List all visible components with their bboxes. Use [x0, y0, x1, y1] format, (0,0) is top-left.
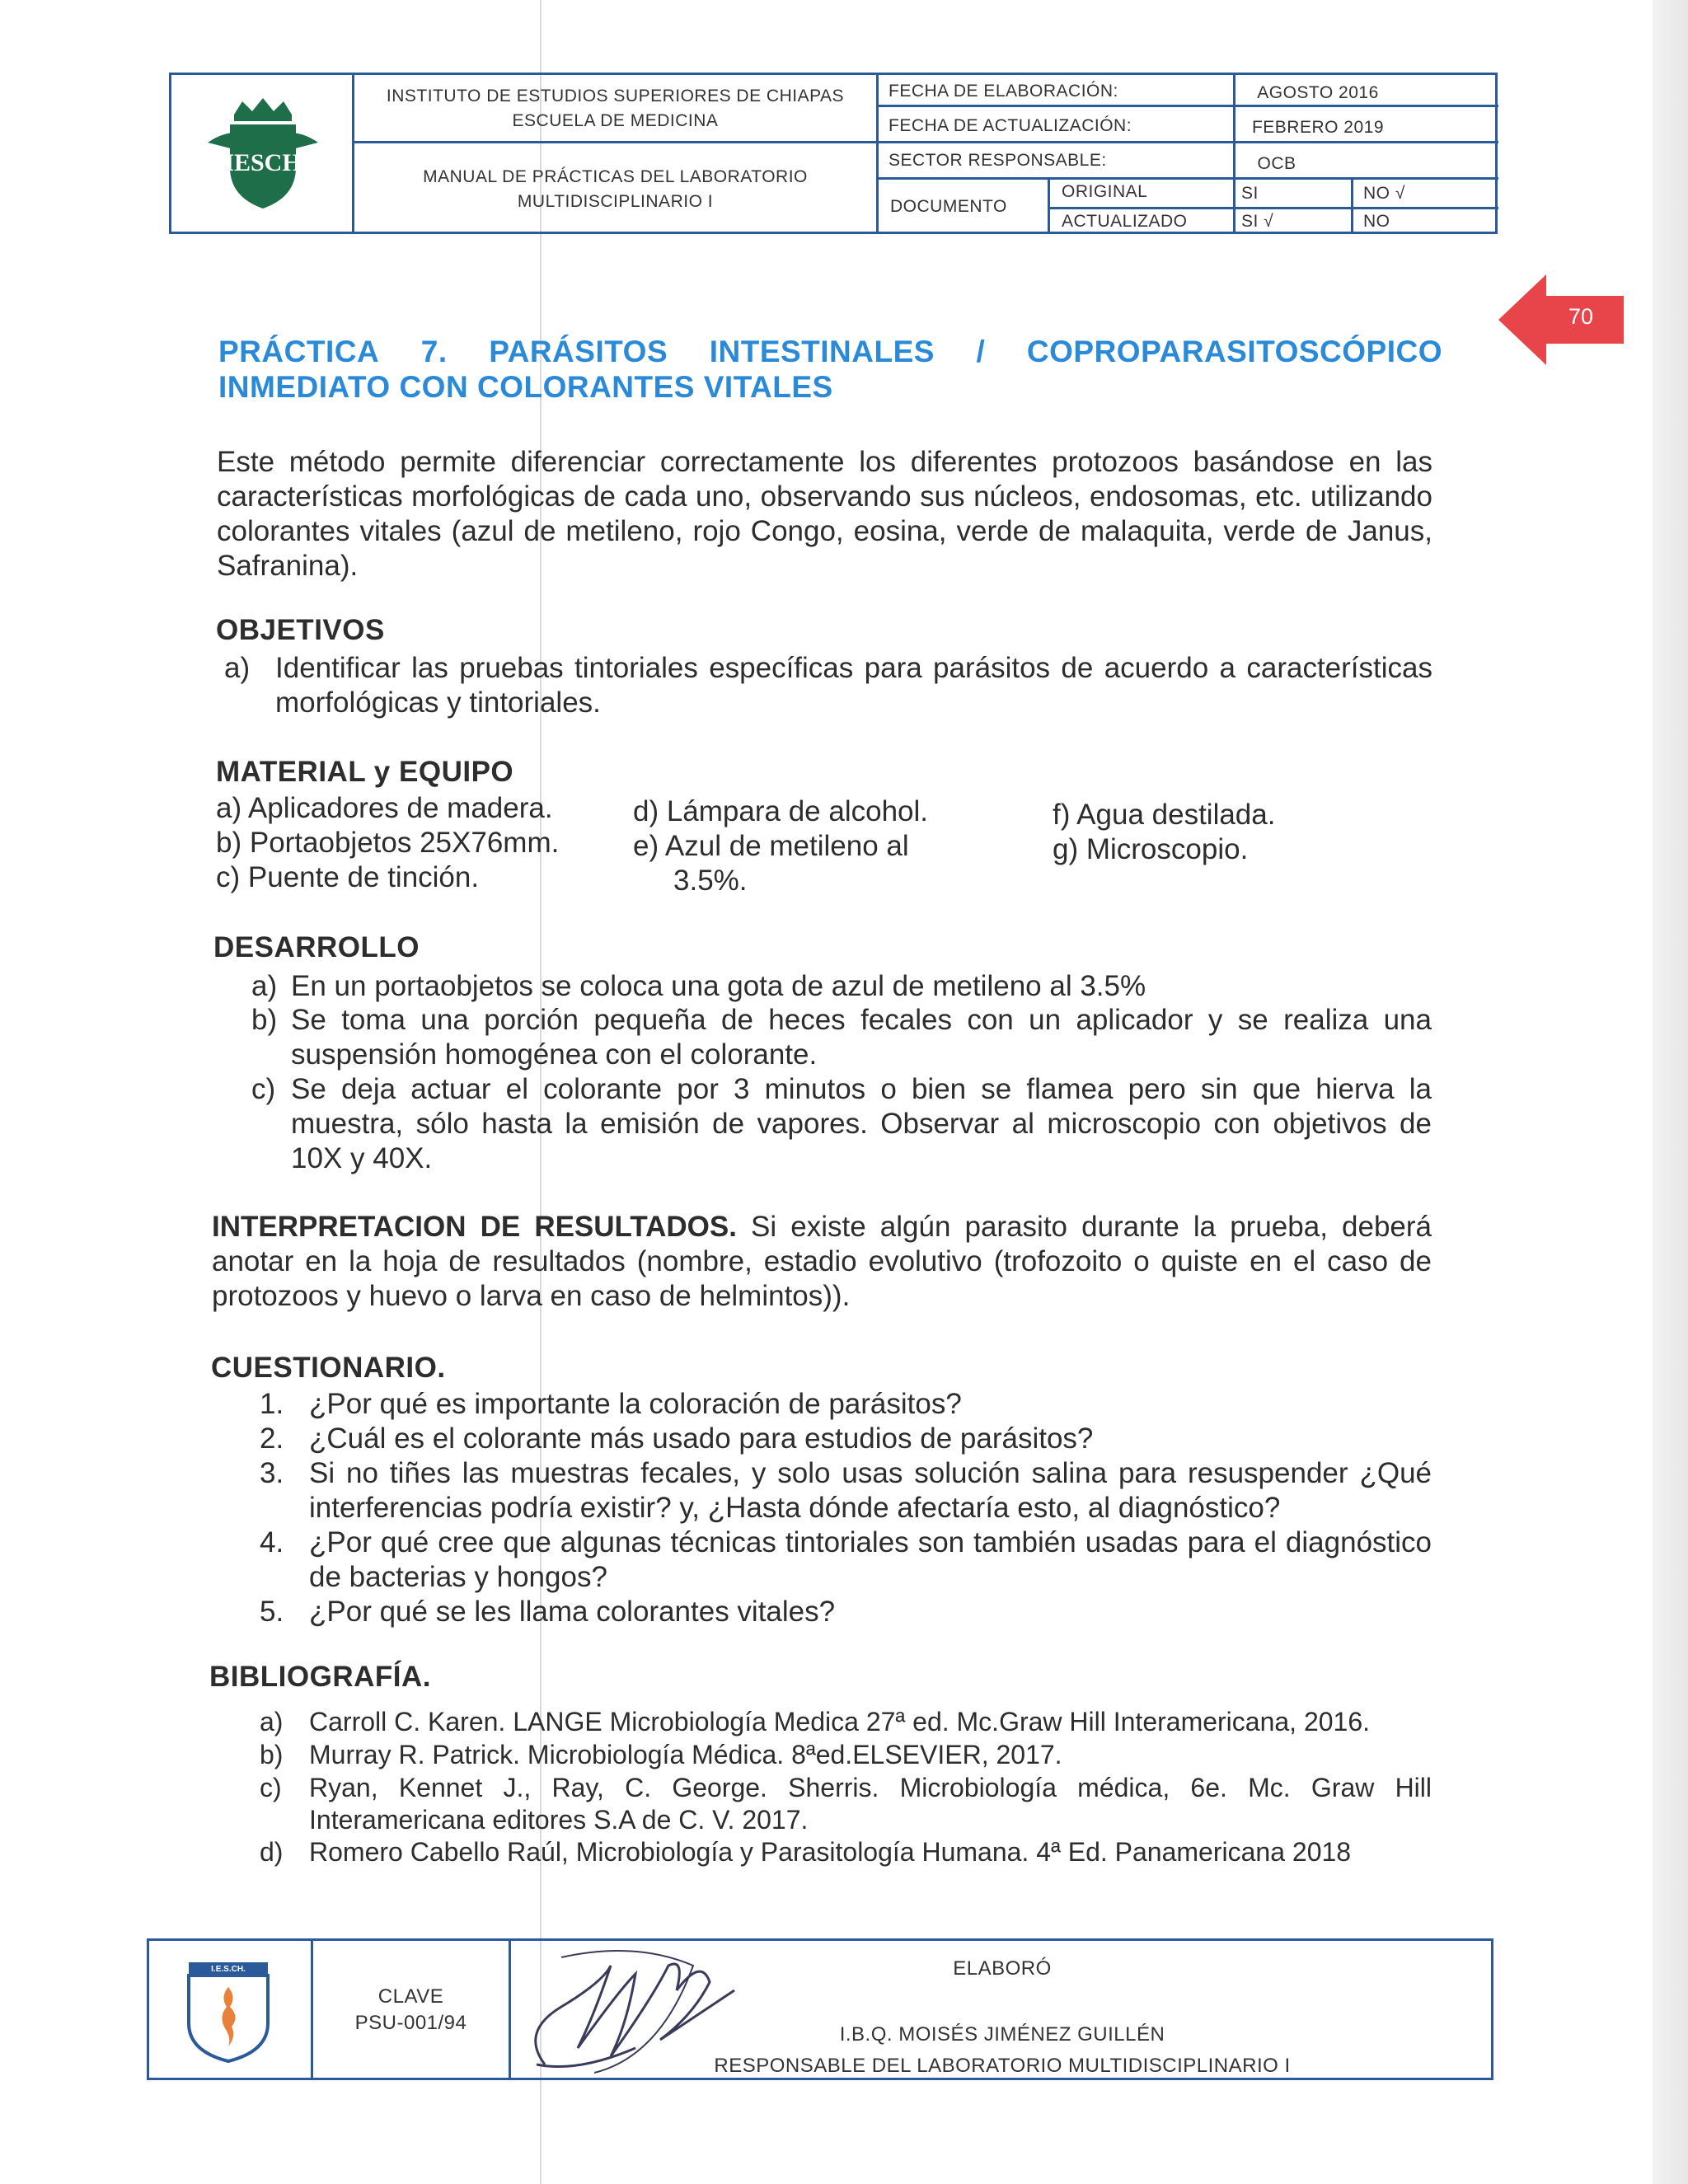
- desarrollo-item-label: a): [251, 970, 278, 1002]
- material-item: b) Portaobjetos 25X76mm.: [216, 827, 560, 859]
- bibliografia-item-text: Romero Cabello Raúl, Microbiología y Parasitología Humana. 4ª Ed. Panamericana 2018: [309, 1837, 1352, 1867]
- bibliografia-item: [260, 1836, 1432, 1868]
- desarrollo-item-text: En un portaobjetos se coloca una gota de azul de metileno al 3.5%: [291, 970, 1146, 1002]
- clave-label: CLAVE: [377, 1985, 444, 2008]
- svg-text:IESCH: IESCH: [224, 149, 302, 176]
- clave-value: PSU-001/94: [354, 2012, 467, 2034]
- desarrollo-item-label: c): [251, 1073, 276, 1105]
- school-name: ESCUELA DE MEDICINA: [512, 111, 719, 130]
- institute-name: INSTITUTO DE ESTUDIOS SUPERIORES DE CHIAPAS: [386, 87, 845, 105]
- bibliografia-heading: BIBLIOGRAFÍA.: [209, 1661, 431, 1693]
- desarrollo-item: [251, 1003, 1432, 1072]
- bibliografia-item-label: c): [260, 1773, 282, 1802]
- desarrollo-item-text: Se deja actuar el colorante por 3 minutos o bien se flamea pero sin que hierva la muestra, sólo hasta la emisión de vapores. Observar al microscopio con objetivos de 10X y 40X.: [291, 1073, 1432, 1174]
- practice-title-word: PRÁCTICA: [218, 335, 380, 368]
- objetivo-item: [224, 651, 1432, 720]
- cuestionario-item: [260, 1595, 1432, 1629]
- practice-title-word: COPROPARASITOSCÓPICO: [1026, 335, 1442, 368]
- objetivo-item-text: Identificar las pruebas tintoriales específicas para parásitos de acuerdo a características morfológicas y tintoriales.: [275, 652, 1432, 719]
- bibliografia-item-label: d): [260, 1837, 284, 1867]
- document-footer-table: [147, 1938, 1493, 2080]
- sector-responsable-label: SECTOR RESPONSABLE:: [889, 151, 1107, 170]
- manual-title-line1: MANUAL DE PRÁCTICAS DEL LABORATORIO: [423, 167, 808, 186]
- cuestionario-item-number: 1.: [260, 1388, 284, 1420]
- material-heading: MATERIAL y EQUIPO: [216, 756, 514, 788]
- material-item: e) Azul de metileno al: [633, 830, 909, 862]
- cuestionario-item-text: ¿Por qué es importante la coloración de parásitos?: [309, 1388, 962, 1420]
- manual-title-line2: MULTIDISCIPLINARIO I: [517, 192, 714, 211]
- cuestionario-item: [260, 1387, 1432, 1422]
- scan-right-edge: [1653, 0, 1688, 2184]
- iesch-logo-icon: [201, 91, 325, 215]
- material-item: f) Agua destilada.: [1053, 799, 1276, 831]
- cuestionario-item-text: ¿Cuál es el colorante más usado para estudios de parásitos?: [309, 1422, 1094, 1455]
- actualizado-no: NO: [1363, 212, 1390, 231]
- svg-text:I.E.S.CH.: I.E.S.CH.: [211, 1965, 246, 1974]
- cuestionario-item-number: 4.: [260, 1526, 284, 1558]
- practice-title-line2: INMEDIATO CON COLORANTES VITALES: [218, 370, 833, 404]
- interpretacion-paragraph: [212, 1210, 1432, 1314]
- material-item: a) Aplicadores de madera.: [216, 792, 553, 824]
- fecha-actualizacion-value: FEBRERO 2019: [1251, 118, 1385, 137]
- cuestionario-item-text: ¿Por qué se les llama colorantes vitales?: [309, 1596, 836, 1628]
- practice-title-line1: [218, 334, 1442, 369]
- fecha-actualizacion-label: FECHA DE ACTUALIZACIÓN:: [889, 116, 1132, 135]
- bibliografia-item: [260, 1739, 1432, 1771]
- desarrollo-heading: DESARROLLO: [213, 931, 420, 963]
- desarrollo-item-text: Se toma una porción pequeña de heces fecales con un aplicador y se realiza una suspensión homogénea con el colorante.: [291, 1004, 1432, 1071]
- material-item-continuation: 3.5%.: [673, 865, 748, 897]
- bibliografia-item-label: a): [260, 1707, 284, 1736]
- objetivos-heading: OBJETIVOS: [216, 614, 385, 646]
- cuestionario-item-number: 2.: [260, 1422, 284, 1455]
- desarrollo-item: [251, 1072, 1432, 1176]
- bibliografia-item-text: Ryan, Kennet J., Ray, C. George. Sherris. Microbiología médica, 6e. Mc. Graw Hill Interamericana editores S.A de C. V. 2017.: [309, 1773, 1432, 1835]
- bibliografia-item-text: Carroll C. Karen. LANGE Microbiología Medica 27ª ed. Mc.Graw Hill Interamericana, 2016.: [309, 1707, 1371, 1736]
- actualizado-label: ACTUALIZADO: [1062, 212, 1188, 231]
- material-column-2: [633, 794, 996, 898]
- material-item: c) Puente de tinción.: [216, 861, 480, 893]
- sector-responsable-value: OCB: [1257, 154, 1296, 173]
- cuestionario-heading: CUESTIONARIO.: [211, 1352, 446, 1384]
- desarrollo-item: [251, 969, 1432, 1004]
- interpretacion-text: Si existe algún parasito durante la prueba, deberá anotar en la hoja de resultados (nombre, estadio evolutivo (trofozoito o quiste en el caso de protozoos y huevo o larva en caso de helmintos)).: [212, 1211, 1432, 1312]
- interpretacion-heading: INTERPRETACION DE RESULTADOS.: [212, 1211, 737, 1243]
- elaboro-label: ELABORÓ: [953, 1957, 1052, 1980]
- fecha-elaboracion-label: FECHA DE ELABORACIÓN:: [889, 82, 1118, 101]
- cuestionario-item-text: Si no tiñes las muestras fecales, y solo usas solución salina para resuspender ¿Qué interferencias podría existir? y, ¿Hasta dónde afectaría esto, al diagnóstico?: [309, 1457, 1432, 1524]
- institution-seal: [182, 1959, 274, 2064]
- objetivo-item-label: a): [224, 652, 251, 684]
- bibliografia-item: [260, 1772, 1432, 1836]
- cuestionario-item: [260, 1422, 1432, 1456]
- material-column-1: [216, 791, 595, 895]
- document-header-table: [169, 73, 1498, 234]
- practice-title-word: INTESTINALES: [709, 335, 935, 368]
- original-label: ORIGINAL: [1062, 182, 1148, 201]
- cuestionario-item-number: 3.: [260, 1457, 284, 1489]
- page-number: 70: [1568, 304, 1594, 329]
- responsable-role: RESPONSABLE DEL LABORATORIO MULTIDISCIPLINARIO I: [714, 2055, 1291, 2077]
- cuestionario-item-number: 5.: [260, 1596, 284, 1628]
- material-item: g) Microscopio.: [1053, 833, 1249, 865]
- material-item: d) Lámpara de alcohol.: [633, 795, 928, 827]
- cuestionario-item: [260, 1526, 1432, 1595]
- practice-title: [218, 334, 1442, 405]
- bibliografia-item-text: Murray R. Patrick. Microbiología Médica. 8ªed.ELSEVIER, 2017.: [309, 1740, 1062, 1769]
- practice-title-word: PARÁSITOS: [489, 335, 668, 368]
- fecha-elaboracion-value: AGOSTO 2016: [1257, 83, 1379, 102]
- page-number-tab: [1498, 274, 1624, 365]
- practice-title-word: /: [976, 335, 986, 368]
- desarrollo-item-label: b): [251, 1004, 278, 1036]
- bibliografia-item-label: b): [260, 1740, 284, 1769]
- bibliografia-item: [260, 1706, 1432, 1738]
- seal-shield-icon: [182, 1959, 274, 2064]
- original-si: SI: [1241, 184, 1259, 203]
- intro-paragraph: Este método permite diferenciar correctamente los diferentes protozoos basándose en las características morfológicas de cada uno, observando sus núcleos, endosomas, etc. utilizando colorantes vitales (azul de metileno, rojo Congo, eosina, verde de malaquita, verde de Janus, Safranina).: [217, 446, 1432, 582]
- documento-label: DOCUMENTO: [890, 197, 1007, 216]
- original-no-checked: NO √: [1363, 184, 1405, 203]
- cuestionario-item-text: ¿Por qué cree que algunas técnicas tintoriales son también usadas para el diagnóstico de bacterias y hongos?: [309, 1526, 1432, 1593]
- responsable-name: I.B.Q. MOISÉS JIMÉNEZ GUILLÉN: [839, 2023, 1165, 2046]
- cuestionario-item: [260, 1456, 1432, 1526]
- institution-logo: [171, 75, 354, 232]
- actualizado-si-checked: SI √: [1241, 212, 1274, 231]
- practice-title-word: 7.: [420, 335, 448, 368]
- material-column-3: [1053, 798, 1399, 867]
